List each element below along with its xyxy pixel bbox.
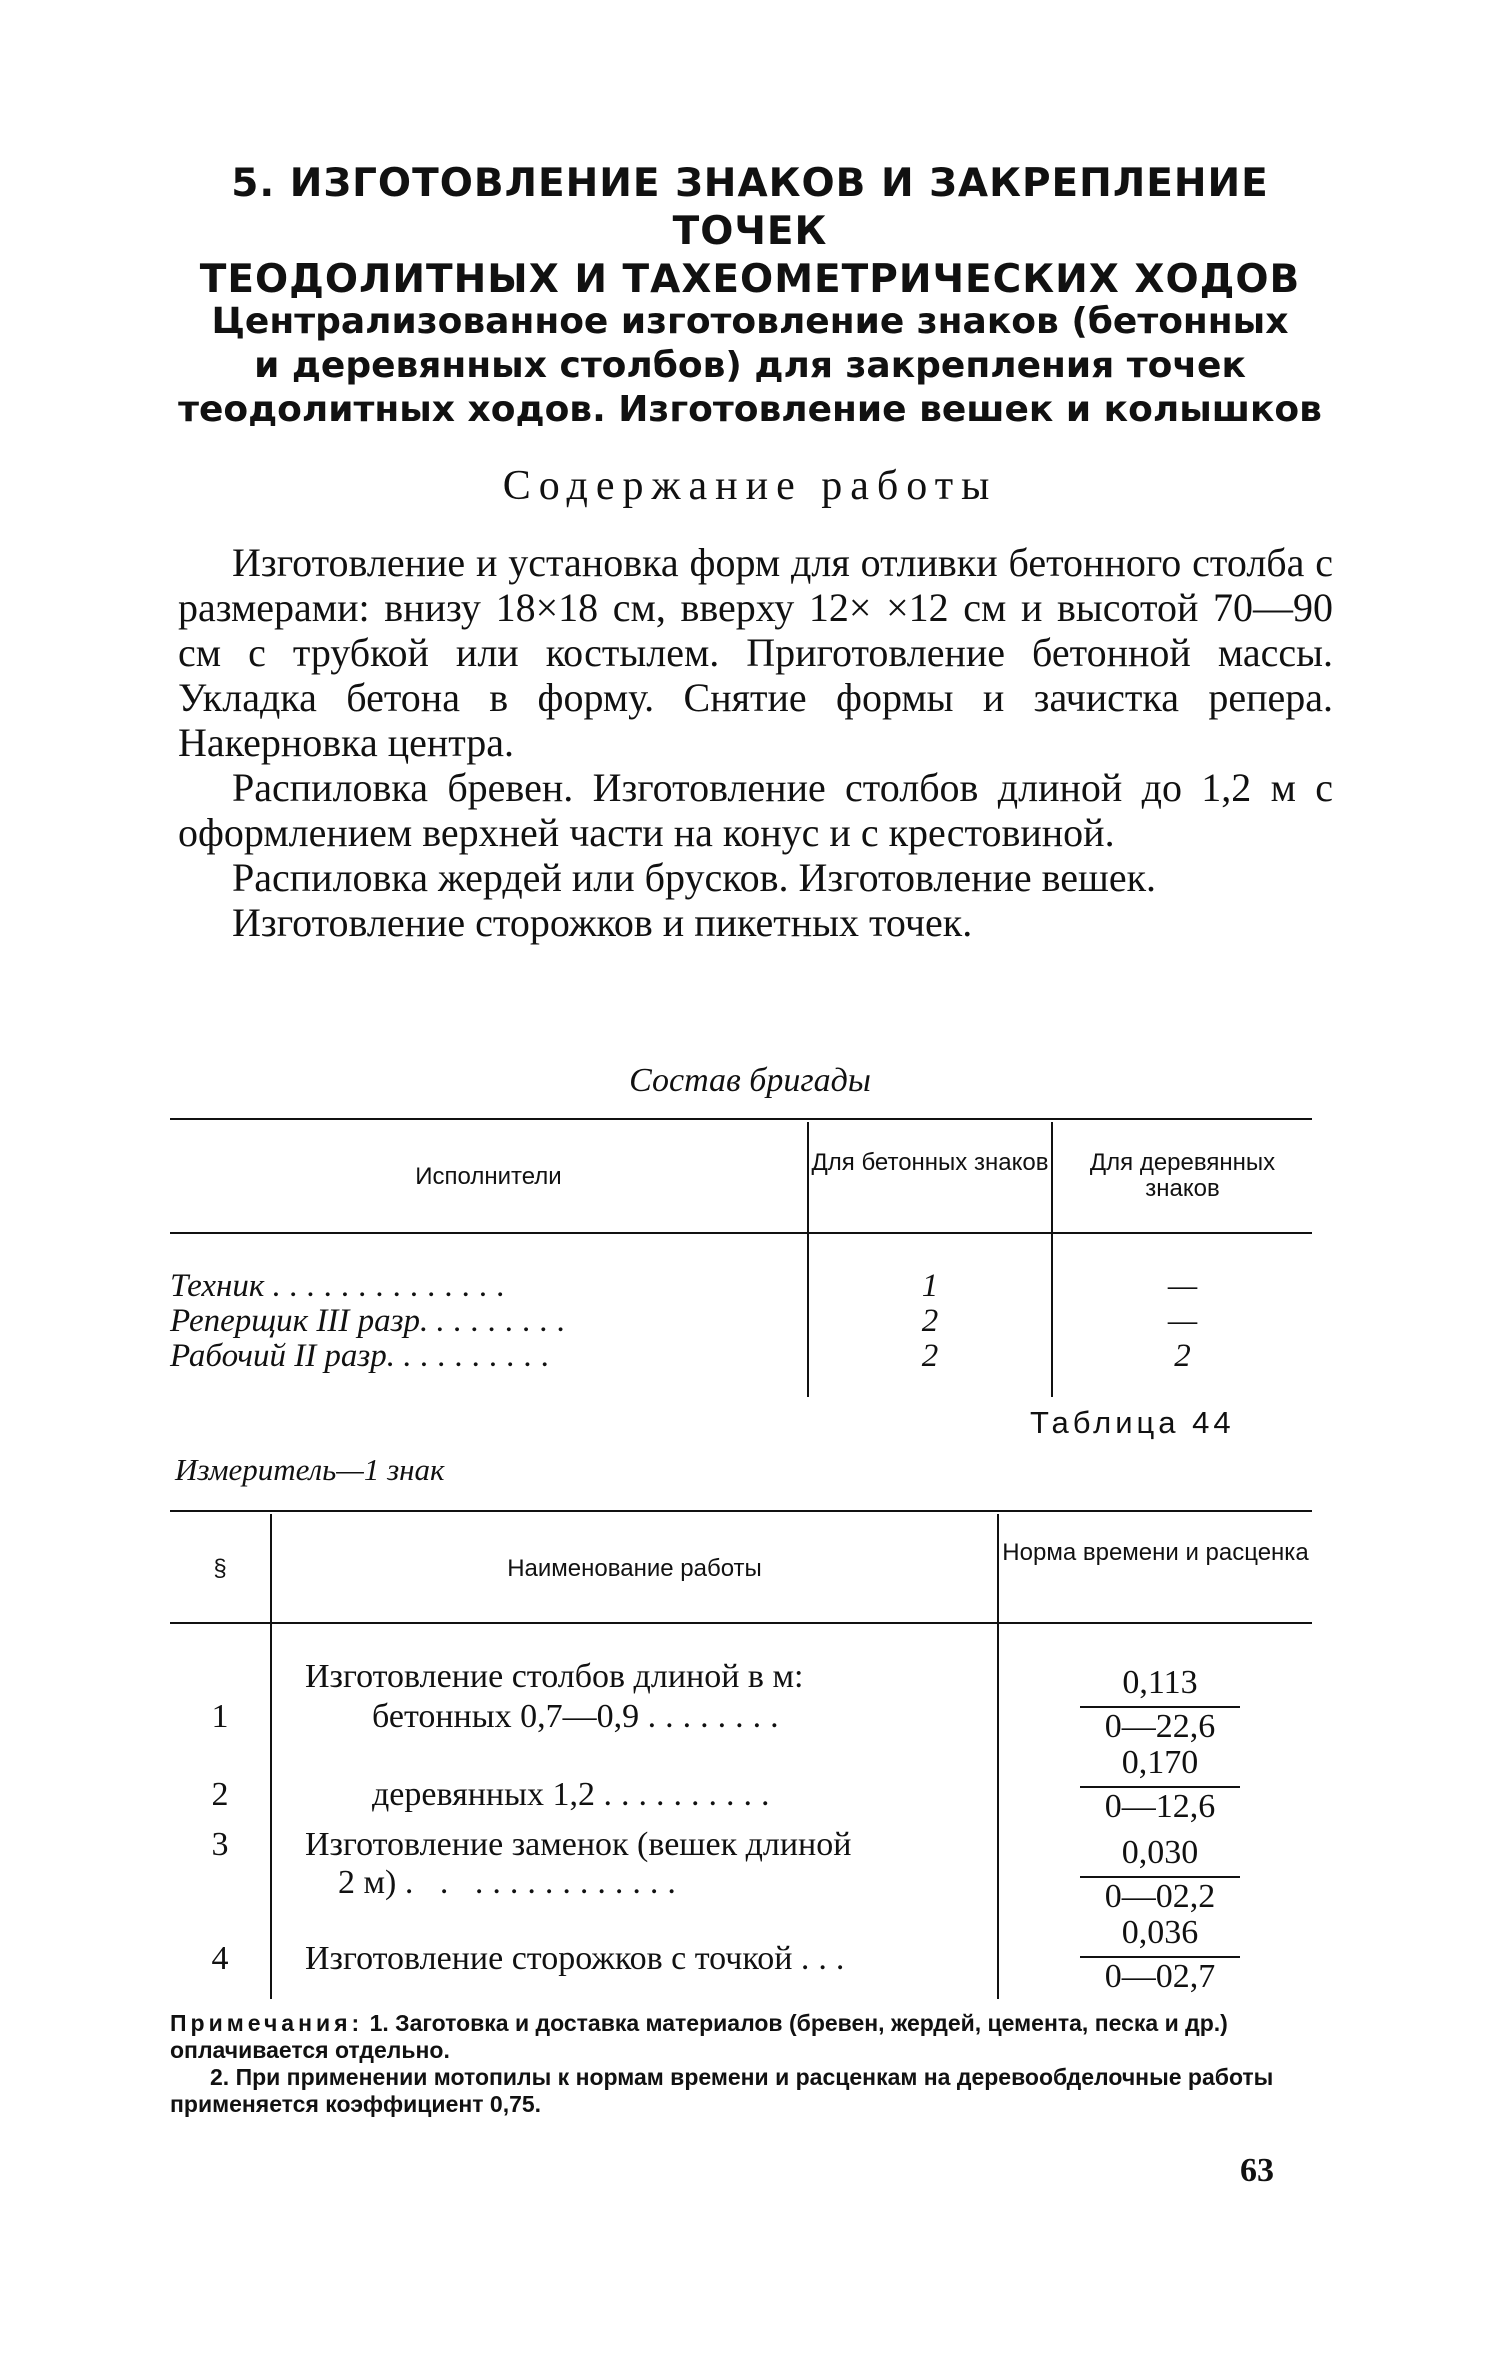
crew-table-top-rule xyxy=(170,1118,1312,1120)
norm-table-divider xyxy=(997,1514,999,1999)
table-label: Таблица 44 xyxy=(1030,1405,1235,1440)
norm-table-divider xyxy=(270,1514,272,1999)
rate-value: 0—22,6 xyxy=(1104,1708,1216,1745)
paragraph: Изготовление сторожков и пикетных точек. xyxy=(232,900,973,945)
row-name: 2 м) . . ............ xyxy=(338,1864,685,1901)
crew-header-wooden: Для деревянных знаков xyxy=(1089,1149,1276,1202)
norm-value: 0,170 xyxy=(1121,1744,1199,1781)
row-name: бетонных 0,7—0,9 ........ xyxy=(372,1698,788,1735)
norm-value: 0,036 xyxy=(1121,1914,1199,1951)
body-text xyxy=(178,540,1333,945)
table-unit: Измеритель—1 знак xyxy=(175,1452,445,1487)
crew-count-concrete: 1 xyxy=(921,1268,939,1304)
crew-count-wooden: 2 xyxy=(1174,1338,1191,1374)
subtitle-line3: теодолитных ходов. Изготовление вешек и колышков xyxy=(178,389,1322,430)
row-number: 3 xyxy=(211,1826,229,1863)
subtitle-line1: Централизованное изготовление знаков (бетонных xyxy=(211,301,1289,342)
row-number: 2 xyxy=(211,1776,229,1813)
crew-count-concrete: 2 xyxy=(921,1338,939,1374)
rate-value: 0—02,2 xyxy=(1104,1878,1216,1915)
crew-count-wooden: — xyxy=(1167,1303,1198,1339)
norm-table-top-rule xyxy=(170,1510,1312,1512)
norm-value: 0,113 xyxy=(1122,1664,1198,1701)
subtitle xyxy=(150,300,1350,432)
crew-count-wooden: — xyxy=(1167,1268,1198,1304)
rate-value: 0—02,7 xyxy=(1104,1958,1216,1995)
norm-value: 0,030 xyxy=(1121,1834,1199,1871)
crew-role: Техник .............. xyxy=(170,1268,515,1304)
row-name: деревянных 1,2 .......... xyxy=(372,1776,779,1813)
row-name: Изготовление сторожков с точкой ... xyxy=(305,1940,854,1977)
norm-table-header-rule xyxy=(170,1622,1312,1624)
section-title-line2: ТЕОДОЛИТНЫХ И ТАХЕОМЕТРИЧЕСКИХ ХОДОВ xyxy=(199,257,1301,302)
row-group-title: Изготовление столбов длиной в м: xyxy=(305,1658,804,1695)
crew-role: Рабочий II разр. ......... xyxy=(170,1338,559,1374)
rate-value: 0—12,6 xyxy=(1104,1788,1216,1825)
row-name: Изготовление заменок (вешек длиной xyxy=(305,1826,852,1863)
note-2: 2. При применении мотопилы к нормам времени и расценкам на деревообделочные работы применяется коэффициент 0,75. xyxy=(170,2064,1274,2117)
paragraph: Изготовление и установка форм для отливки бетонного столба с размерами: внизу 18×18 см, вверху 12× ×12 см и высотой 70—90 см с трубкой или костылем. Приготовление бетонной массы. Укладка бетона в форму. Снятие формы и зачистка репера. Накерновка центра. xyxy=(178,540,1333,765)
page-number: 63 xyxy=(1240,2152,1274,2189)
section-title xyxy=(150,160,1350,304)
crew-header-concrete: Для бетонных знаков xyxy=(811,1149,1049,1176)
crew-role: Реперщик III разр. ........ xyxy=(170,1303,575,1339)
row-number: 4 xyxy=(211,1940,229,1977)
paragraph: Распиловка бревен. Изготовление столбов длиной до 1,2 м с оформлением верхней части на конус и с крестовиной. xyxy=(178,765,1333,855)
row-number: 1 xyxy=(211,1698,229,1735)
subtitle-line2: и деревянных столбов) для закрепления точек xyxy=(254,345,1246,386)
notes xyxy=(170,2010,1330,2118)
section-title-line1: 5. ИЗГОТОВЛЕНИЕ ЗНАКОВ И ЗАКРЕПЛЕНИЕ ТОЧЕК xyxy=(231,161,1269,254)
norm-header-norm: Норма времени и расценка xyxy=(1002,1539,1309,1566)
crew-table-caption: Состав бригады xyxy=(629,1062,871,1099)
norm-header-name: Наименование работы xyxy=(507,1555,762,1582)
norm-header-section: § xyxy=(213,1555,227,1582)
crew-count-concrete: 2 xyxy=(921,1303,939,1339)
crew-table-header-rule xyxy=(170,1232,1312,1234)
note-1: Примечания: 1. Заготовка и доставка материалов (бревен, жердей, цемента, песка и др.) оплачивается отдельно. xyxy=(170,2010,1228,2063)
content-heading: Содержание работы xyxy=(502,463,998,509)
crew-header-performers: Исполнители xyxy=(415,1163,562,1190)
paragraph: Распиловка жердей или брусков. Изготовление вешек. xyxy=(232,855,1157,900)
